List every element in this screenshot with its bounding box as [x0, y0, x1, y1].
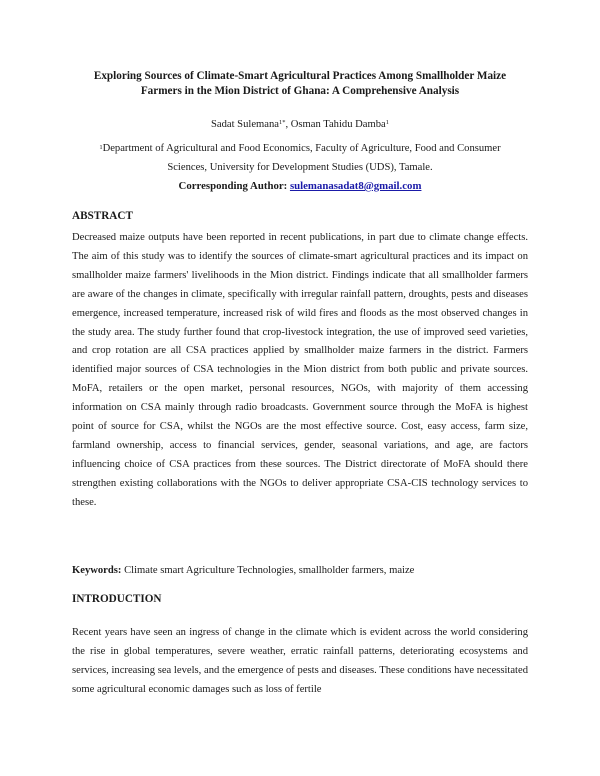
keywords-text: Climate smart Agriculture Technologies, smallholder farmers, maize	[121, 565, 415, 576]
corresponding-author-label: Corresponding Author:	[178, 180, 288, 192]
affiliation-line-1: $^1$Department of Agricultural and Food Economics, Faculty of Agriculture, Food and Consumer	[99, 143, 501, 154]
author-1: Sadat Sulemana	[211, 119, 279, 130]
paper-title	[60, 69, 540, 99]
author-separator: ,	[285, 119, 291, 130]
keywords-label: Keywords:	[72, 565, 122, 576]
keywords	[72, 565, 414, 576]
corresponding-author-email-link[interactable]: sulemanasadat8@gmail.com	[289, 180, 422, 192]
abstract-heading: ABSTRACT	[72, 210, 133, 222]
abstract-text: Decreased maize outputs have been reported in recent publications, in part due to climate change effects. The aim of this study was to identify the sources of climate-smart agricultural practices and its impact on smallholder maize farmers' livelihoods in the Mion district. Findings indicate that all smallholder farmers are aware of the changes in climate, specifically with irregular rainfall pattern, droughts, pests and diseases emergence, increased temperature, increased risk of wild fires and floods as the most observed changes in the study area. The study further found that crop-livestock integration, the use of improved seed varieties, and crop rotation are all CSA practices applied by smallholder maize farmers in the district. Farmers identified major sources of CSA technologies in the Mion district from both public and private sources. MoFA, retailers or the open market, personal resources, NGOs, with majority of them accessing information on CSA mainly through radio broadcasts. Government source through the MoFA is highest point of source for CSA, whilst the NGOs are the most effective source. Cost, easy access, farm size, farmland ownership, access to financial services, gender, seasonal variations, and age, are factors influencing choice of CSA practices from these sources. The District directorate of MoFA should there strengthen existing collaborations with the NGOs to deliver appropriate CSA-CIS technology services to these.	[72, 232, 528, 508]
introduction-text: Recent years have seen an ingress of change in the climate which is evident across the world considering the rise in global temperatures, severe weather, erratic rainfall patterns, deteriorating ecosystems and services, increasing sea levels, and the emergence of pests and diseases. These conditions have necessitated some agricultural economic damages such as loss of fertile	[72, 627, 528, 695]
title-line-1: Exploring Sources of Climate-Smart Agricultural Practices Among Smallholder Maize	[93, 70, 507, 82]
introduction-heading: INTRODUCTION	[72, 593, 162, 605]
author-list	[0, 118, 600, 132]
title-line-2: Farmers in the Mion District of Ghana: A Comprehensive Analysis	[140, 85, 460, 97]
affiliation-mark: 1	[99, 144, 103, 151]
author-2-affiliation-mark: 1	[385, 119, 389, 126]
corresponding-author	[0, 180, 600, 192]
affiliation-line-2: Sciences, University for Development Studies (UDS), Tamale.	[167, 162, 433, 173]
author-1-affiliation-mark: 1*	[278, 119, 286, 126]
author-2: Osman Tahidu Damba	[290, 119, 386, 130]
affiliation	[60, 139, 540, 177]
